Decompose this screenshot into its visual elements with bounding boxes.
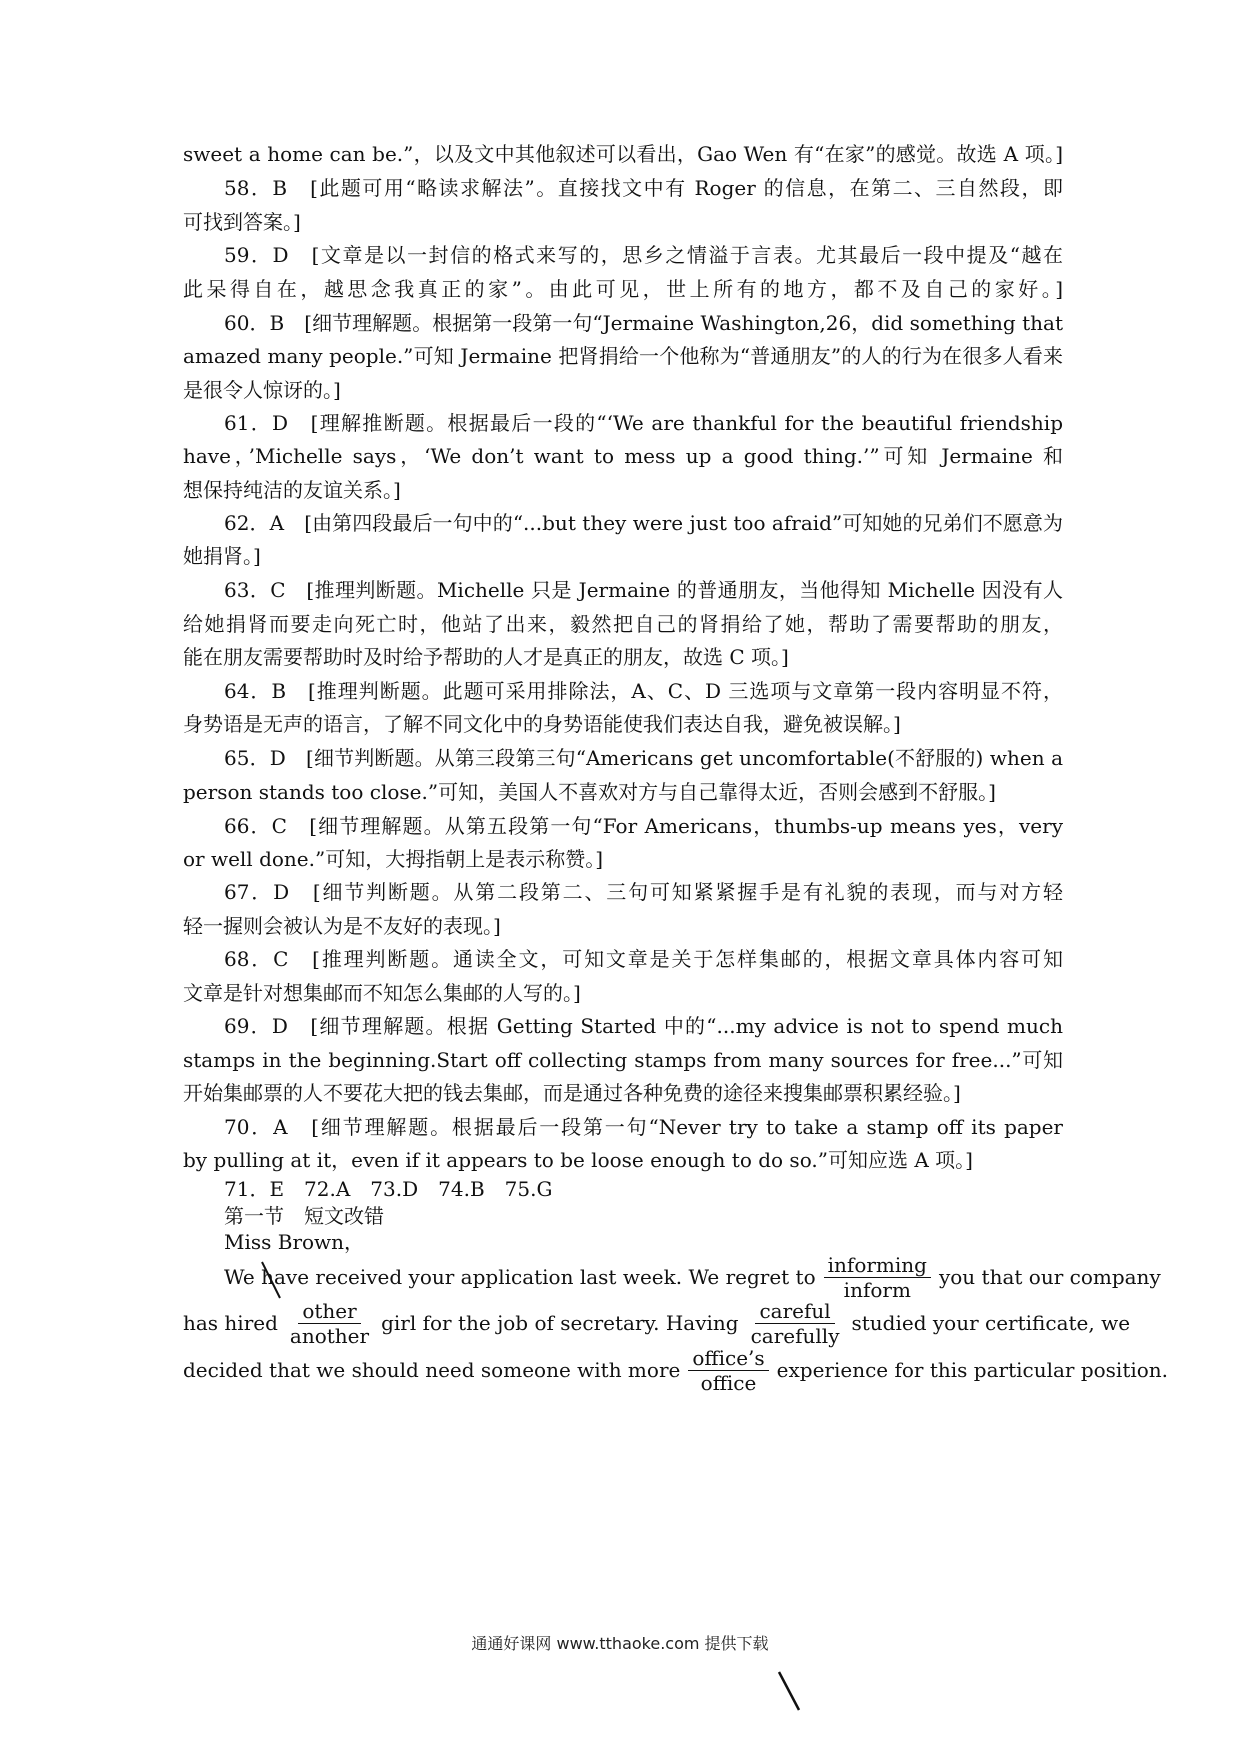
answer-63: 63．C [推理判断题。Michelle 只是 Jermaine 的普通朋友，当他得知 Michelle 因没有人 bbox=[224, 578, 1063, 602]
correction-new: office’s bbox=[688, 1346, 768, 1371]
text-line: 轻一握则会被认为是不友好的表现。] bbox=[183, 914, 501, 938]
letter-salutation: Miss Brown， bbox=[224, 1230, 365, 1254]
text-line: have，’Michelle says，‘We don’t want to mess up a good thing.’”可知 Jermaine 和 bbox=[183, 444, 1063, 468]
correction-new: informing bbox=[824, 1253, 931, 1278]
answer-69: 69．D [细节理解题。根据 Getting Started 中的“...my advice is not to spend much bbox=[224, 1014, 1063, 1038]
answer-62: 62．A [由第四段最后一句中的“...but they were just too afraid”可知她的兄弟们不愿意为 bbox=[224, 511, 1063, 535]
text-line: 身势语是无声的语言，了解不同文化中的身势语能使我们表达自我，避免被误解。] bbox=[183, 712, 901, 736]
correction-fraction bbox=[747, 1299, 844, 1348]
answers-71-75: 71．E 72.A 73.D 74.B 75.G bbox=[224, 1177, 553, 1201]
correction-original: inform bbox=[843, 1277, 911, 1302]
answer-61: 61．D [理解推断题。根据最后一段的“‘We are thankful for the beautiful friendship bbox=[224, 411, 1063, 435]
text-line: by pulling at it，even if it appears to be loose enough to do so.”可知应选 A 项。] bbox=[183, 1148, 973, 1172]
answer-68: 68．C [推理判断题。通读全文，可知文章是关于怎样集邮的，根据文章具体内容可知 bbox=[224, 947, 1063, 971]
text-line: person stands too close.”可知，美国人不喜欢对方与自己靠得太近，否则会感到不舒服。] bbox=[183, 780, 996, 804]
correction-text: We have received your application last week. We regret to bbox=[224, 1265, 816, 1289]
text-line: or well done.”可知，大拇指朝上是表示称赞。] bbox=[183, 847, 604, 871]
answer-60: 60．B [细节理解题。根据第一段第一句“Jermaine Washington,26，did something that bbox=[224, 311, 1063, 335]
correction-text: has hired bbox=[183, 1311, 278, 1335]
correction-line-2 bbox=[183, 1296, 1131, 1350]
answer-66: 66．C [细节理解题。从第五段第一句“For Americans，thumbs-up means yes，very bbox=[224, 814, 1063, 838]
text-line: 能在朋友需要帮助时及时给予帮助的人才是真正的朋友，故选 C 项。] bbox=[183, 645, 789, 669]
answer-64: 64．B [推理判断题。此题可采用排除法，A、C、D 三选项与文章第一段内容明显不符， bbox=[224, 679, 1063, 703]
stray-mark bbox=[775, 1668, 805, 1714]
text-line: amazed many people.”可知 Jermaine 把肾捐给一个他称为“普通朋友”的人的行为在很多人看来 bbox=[183, 344, 1063, 368]
correction-fraction bbox=[688, 1346, 768, 1395]
answer-70: 70．A [细节理解题。根据最后一段第一句“Never try to take a stamp off its paper bbox=[224, 1115, 1063, 1139]
correction-text: experience for this particular position. bbox=[776, 1358, 1169, 1382]
correction-fraction bbox=[824, 1253, 931, 1302]
text-line: 此呆得自在，越思念我真正的家”。由此可见，世上所有的地方，都不及自己的家好。] bbox=[183, 277, 1063, 301]
correction-text: studied your certificate, we bbox=[851, 1311, 1131, 1335]
deletion-mark bbox=[258, 1258, 288, 1302]
text-line: sweet a home can be.”，以及文中其他叙述可以看出，Gao Wen 有“在家”的感觉。故选 A 项。] bbox=[183, 142, 1063, 166]
correction-line-3 bbox=[183, 1343, 1169, 1397]
text-line: stamps in the beginning.Start off collecting stamps from many sources for free...”可知 bbox=[183, 1048, 1063, 1072]
answer-59: 59．D [文章是以一封信的格式来写的，思乡之情溢于言表。尤其最后一段中提及“越在 bbox=[224, 243, 1063, 267]
text-line: 给她捐肾而要走向死亡时，他站了出来，毅然把自己的肾捐给了她，帮助了需要帮助的朋友， bbox=[183, 612, 1063, 636]
answer-67: 67．D [细节判断题。从第二段第二、三句可知紧紧握手是有礼貌的表现，而与对方轻 bbox=[224, 880, 1063, 904]
answer-58: 58．B [此题可用“略读求解法”。直接找文中有 Roger 的信息，在第二、三自然段，即 bbox=[224, 176, 1063, 200]
correction-text: you that our company bbox=[938, 1265, 1161, 1289]
correction-fraction bbox=[286, 1299, 373, 1348]
text-line: 她捐肾。] bbox=[183, 544, 261, 568]
correction-new: careful bbox=[755, 1299, 834, 1324]
text-line: 是很令人惊讶的。] bbox=[183, 378, 341, 402]
answer-65: 65．D [细节判断题。从第三段第三句“Americans get uncomfortable(不舒服的) when a bbox=[224, 746, 1063, 770]
section-heading: 第一节 短文改错 bbox=[224, 1204, 384, 1228]
correction-text: decided that we should need someone with more bbox=[183, 1358, 681, 1382]
correction-new: other bbox=[298, 1299, 360, 1324]
correction-original: carefully bbox=[750, 1323, 840, 1348]
text-line: 想保持纯洁的友谊关系。] bbox=[183, 478, 401, 502]
correction-original: office bbox=[700, 1370, 757, 1395]
text-line: 可找到答案。] bbox=[183, 210, 301, 234]
correction-text: girl for the job of secretary. Having bbox=[381, 1311, 739, 1335]
footer-watermark: 通通好课网 www.tthaoke.com 提供下载 bbox=[471, 1634, 769, 1653]
correction-original: another bbox=[289, 1323, 370, 1348]
text-line: 开始集邮票的人不要花大把的钱去集邮，而是通过各种免费的途径来搜集邮票积累经验。] bbox=[183, 1081, 961, 1105]
text-line: 文章是针对想集邮而不知怎么集邮的人写的。] bbox=[183, 981, 581, 1005]
